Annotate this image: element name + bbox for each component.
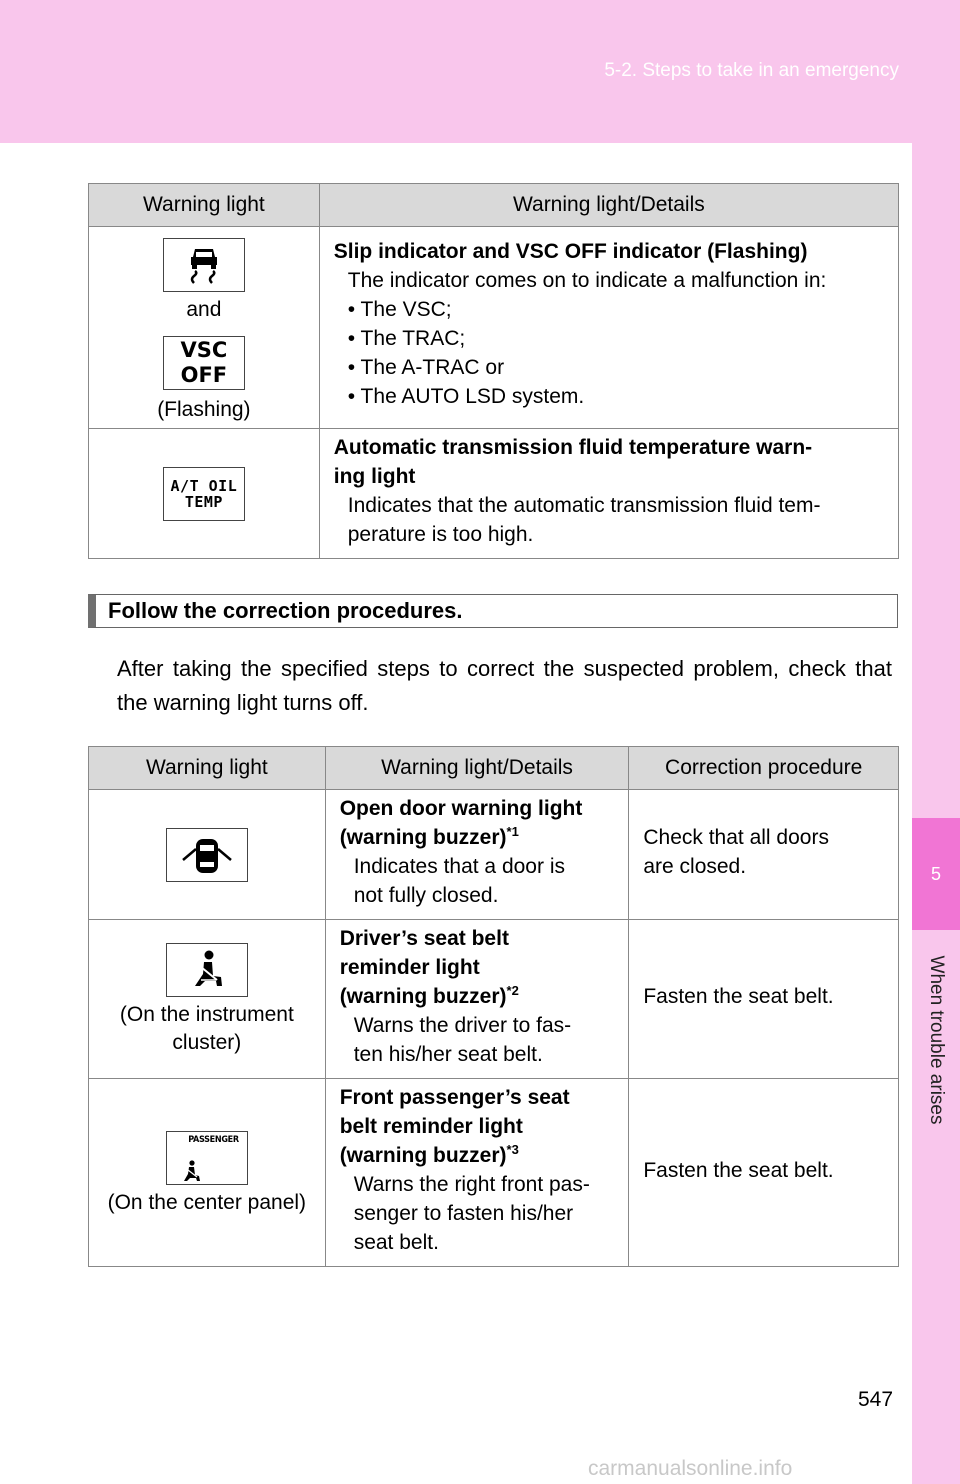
footnote-marker: *3	[506, 1142, 519, 1157]
detail-title: Slip indicator and VSC OFF indicator (Flashing)	[333, 240, 808, 263]
detail-line: The indicator comes on to indicate a malfunction in:	[347, 269, 827, 292]
open-door-icon	[166, 828, 248, 882]
footnote-marker: *1	[506, 824, 519, 839]
detail-line: Warns the driver to fas-	[353, 1014, 572, 1037]
flashing-caption: (Flashing)	[157, 397, 251, 421]
warning-lights-table	[88, 183, 899, 559]
page-number: 547	[858, 1388, 894, 1411]
table-cell-details	[325, 1079, 629, 1267]
passenger-seat-belt-icon	[166, 1131, 248, 1185]
icon-text-vsc: VSC	[180, 337, 228, 362]
detail-title-line: (warning buzzer)	[339, 1144, 507, 1167]
detail-line: ten his/her seat belt.	[353, 1043, 543, 1066]
correction-procedures-table	[88, 746, 899, 1267]
footnote-marker: *2	[506, 983, 519, 998]
correction-line: Check that all doors	[643, 826, 829, 849]
detail-line: senger to fasten his/her	[353, 1202, 574, 1225]
detail-title-line: (warning buzzer)	[339, 985, 507, 1008]
correction-line: Fasten the seat belt.	[643, 1159, 834, 1182]
section-title: 5-2. Steps to take in an emergency	[604, 60, 899, 81]
table-cell-icon	[89, 790, 326, 920]
side-tab	[912, 143, 960, 1484]
icon-text-off: OFF	[180, 362, 228, 387]
vsc-off-icon	[163, 336, 245, 390]
table-cell-details	[319, 429, 898, 559]
detail-line: Warns the right front pas-	[353, 1173, 590, 1196]
detail-line: seat belt.	[353, 1231, 439, 1254]
icon-text-at-oil: A/T OIL	[170, 476, 238, 495]
column-header-details: Warning light/Details	[319, 184, 898, 227]
detail-line: Indicates that the automatic transmission fluid tem-	[347, 494, 821, 517]
detail-title-line: Open door warning light	[339, 797, 583, 820]
detail-line: • The A-TRAC or	[347, 356, 505, 379]
detail-title-line: reminder light	[339, 956, 480, 979]
table-cell-details	[325, 920, 629, 1079]
detail-line: • The AUTO LSD system.	[347, 385, 585, 408]
detail-title-line: Front passenger’s seat	[339, 1086, 570, 1109]
table-cell-details	[325, 790, 629, 920]
detail-line: • The TRAC;	[347, 327, 466, 350]
detail-line: Indicates that a door is	[353, 855, 565, 878]
and-label: and	[186, 297, 222, 321]
body-paragraph: After taking the specified steps to correct the suspected problem, check that the warning light turns off.	[117, 656, 892, 715]
table-cell-details	[319, 227, 898, 429]
table-cell-correction	[629, 920, 899, 1079]
correction-line: Fasten the seat belt.	[643, 985, 834, 1008]
table-cell-icon	[89, 227, 320, 429]
table-cell-icon	[89, 920, 326, 1079]
column-header-warning-light: Warning light	[89, 184, 320, 227]
location-caption: (On the instrument	[119, 1003, 294, 1026]
detail-line: not fully closed.	[353, 884, 499, 907]
at-oil-temp-icon	[163, 467, 245, 521]
slip-indicator-icon	[163, 238, 245, 292]
correction-line: are closed.	[643, 855, 747, 878]
chapter-label: When trouble arises	[926, 955, 947, 1125]
column-header-details: Warning light/Details	[325, 747, 629, 790]
column-header-warning-light: Warning light	[89, 747, 326, 790]
page-header	[0, 0, 960, 143]
detail-title-line: ing light	[333, 465, 416, 488]
detail-title-line: (warning buzzer)	[339, 826, 507, 849]
detail-title-line: belt reminder light	[339, 1115, 523, 1138]
passenger-label: PASSENGER	[188, 1134, 239, 1145]
table-cell-correction	[629, 1079, 899, 1267]
location-caption: cluster)	[172, 1031, 242, 1054]
detail-line: • The VSC;	[347, 298, 452, 321]
column-header-correction: Correction procedure	[629, 747, 899, 790]
table-cell-correction	[629, 790, 899, 920]
icon-text-temp: TEMP	[184, 492, 223, 511]
chapter-number-tab: 5	[912, 818, 960, 930]
table-cell-icon	[89, 429, 320, 559]
section-heading: Follow the correction procedures.	[88, 594, 898, 628]
detail-line: perature is too high.	[347, 523, 534, 546]
table-cell-icon	[89, 1079, 326, 1267]
detail-title-line: Automatic transmission fluid temperature warn-	[333, 436, 813, 459]
location-caption: (On the center panel)	[107, 1190, 307, 1214]
detail-title-line: Driver’s seat belt	[339, 927, 509, 950]
watermark: carmanualsonline.info	[588, 1457, 793, 1480]
seat-belt-icon	[166, 943, 248, 997]
